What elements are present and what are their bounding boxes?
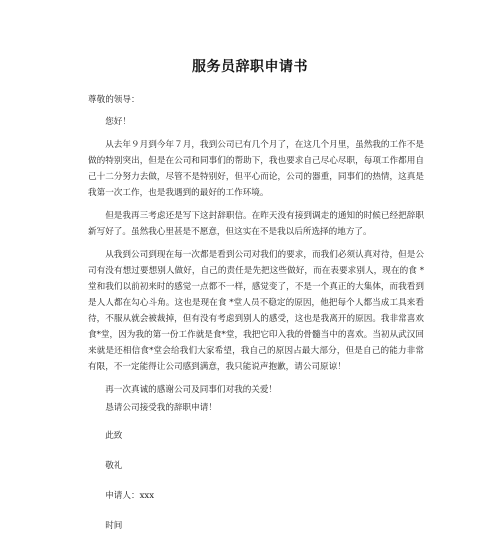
signature-block [88,428,424,534]
applicant-line: 申请人：xxx [105,491,155,501]
request-line: 恳请公司接受我的辞职申请！ [105,403,217,413]
paragraph-2: 但是我再三考虑还是写下这封辞职信。在昨天没有接到调走的通知的时候已经把辞职新写好了。虽然我心里甚是不愿意，但这实在不是我以后所选择的地方了。 [88,211,424,237]
paragraph-3: 从我到公司到现在每一次都是看到公司对我们的要求，而我们必须认真对待，但是公司有没有想过要想别人做好，自己的责任是先把这些做好，而在表要求别人，现在的食 *堂和我们以前初来时的感觉一点都不一样，感觉变了，不是一个真正的大集体，而我看到是人人都在勾心斗角。这也是现在食 *堂人员不稳定的原因，他把每个人都当成工具来看待，不服从就会被裁掉，但有没有考虑到别人的感受，这也是我离开的原因。我非常喜欢食*堂，因为我的第一份工作就是食*堂，我把它印入我的骨髓当中的喜欢。当初从武汉回来就是还相信食*堂会给我们大家希望，我自己的原因占最大部分，但是自己的能力非常有限，不一定能得让公司感到满意，我只能说声抱歉，请公司原谅！ [88,250,424,372]
closing-cizhi: 此致 [105,431,123,441]
document-body [88,92,424,548]
salutation: 尊敬的领导： [88,95,140,105]
date-line: 时间 [105,521,123,531]
paragraph-1: 从去年９月到今年７月，我到公司已有几个月了，在这几个月里，虽然我的工作不是做的特别突出，但是在公司和同事们的帮助下，我也要求自己尽心尽职，每项工作都用自己十二分努力去做，尽管不是特别好，但平心而论，公司的器重，同事们的热情，这真是我第一次工作，也是我遇到的最好的工作环境。 [88,140,424,198]
closing-jingli: 敬礼 [105,461,123,471]
greeting: 您好！ [105,117,131,127]
thanks-line: 再一次真诚的感谢公司及同事们对我的关爱！ [105,385,278,395]
document-title: 服务员辞职申请书 [192,59,308,75]
